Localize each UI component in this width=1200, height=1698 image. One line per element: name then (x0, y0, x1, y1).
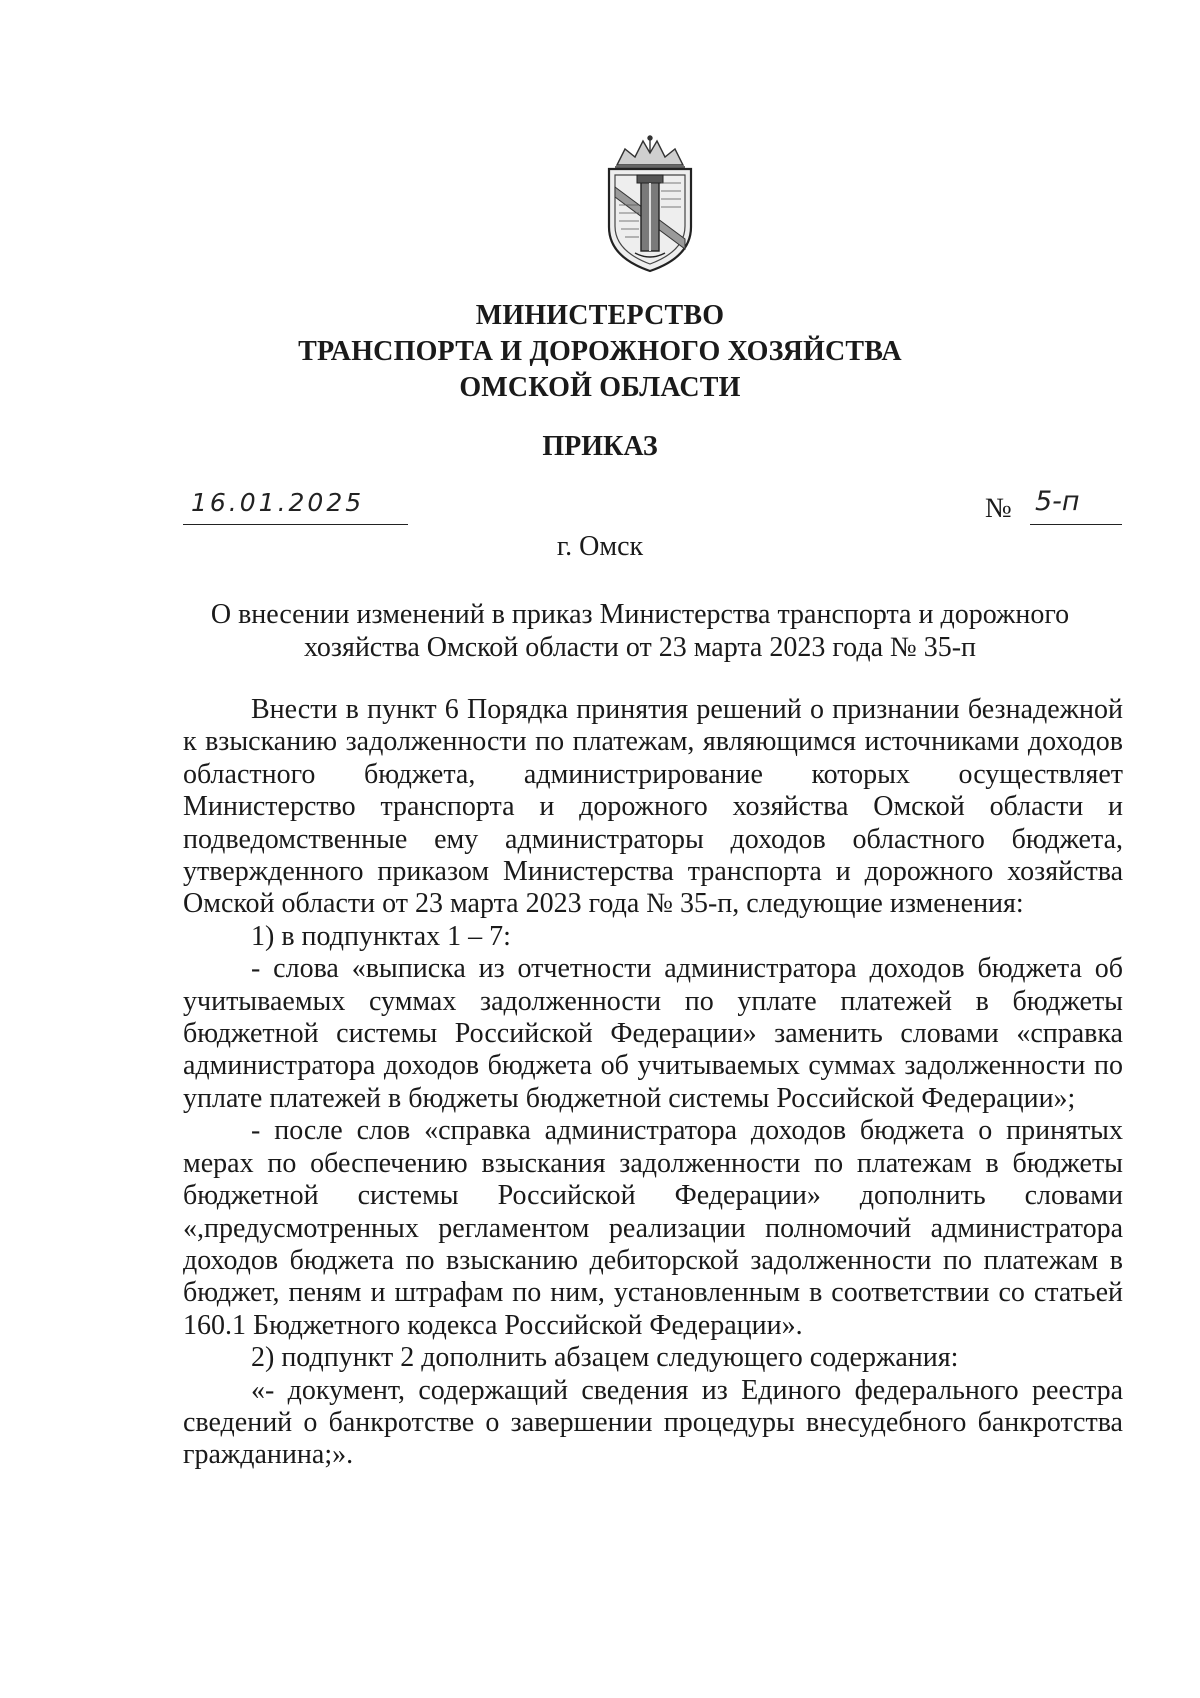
body-paragraph: 2) подпункт 2 дополнить абзацем следующего содержания: (251, 1342, 959, 1374)
city: г. Омск (556, 531, 644, 562)
ministry-line-3: ОМСКОЙ ОБЛАСТИ (459, 372, 741, 403)
document-type-title: ПРИКАЗ (542, 431, 658, 462)
number-underline (1030, 524, 1122, 525)
body-paragraph: Внести в пункт 6 Порядка принятия решений о признании безнадежной к взысканию задолженности по платежам, являющимся источниками доходов областного бюджета, администрирование которых осуществляет Министерство транспорта и дорожного хозяйства Омской области и подведомственные ему администраторы доходов областного бюджета, утвержденного приказом Министерства транспорта и дорожного хозяйства Омской области от 23 марта 2023 года № 35-п, следующие изменения: (183, 694, 1123, 920)
order-number: 5-п (1035, 486, 1080, 517)
ministry-name (0, 298, 1200, 406)
body-paragraph: 1) в подпунктах 1 – 7: (251, 920, 511, 952)
order-number-field (985, 488, 1125, 528)
order-date: 16.01.2025 (191, 488, 365, 517)
ministry-line-1: МИНИСТЕРСТВО (475, 300, 725, 331)
number-sign: № (985, 493, 1012, 524)
body-paragraph: «- документ, содержащий сведения из Единого федерального реестра сведений о банкротстве о завершении процедуры внесудебного банкротства гражданина;». (183, 1374, 1123, 1471)
ministry-line-2: ТРАНСПОРТА И ДОРОЖНОГО ХОЗЯЙСТВА (298, 336, 902, 367)
coat-of-arms-icon (595, 135, 705, 275)
body-paragraph: - после слов «справка администратора доходов бюджета о принятых мерах по обеспечению взыскания задолженности по платежам в бюджеты бюджетной системы Российской Федерации» дополнить словами «,предусмотренных регламентом реализации полномочий администратора доходов бюджета по взысканию дебиторской задолженности по платежам в бюджет, пеням и штрафам по ним, установленным в соответствии со статьей 160.1 Бюджетного кодекса Российской Федерации». (183, 1115, 1123, 1341)
body-paragraph: - слова «выписка из отчетности администратора доходов бюджета об учитываемых суммах задолженности по уплате платежей в бюджеты бюджетной системы Российской Федерации» заменить словами «справка администратора доходов бюджета об учитываемых суммах задолженности по уплате платежей в бюджеты бюджетной системы Российской Федерации»; (183, 953, 1123, 1114)
date-underline (183, 524, 408, 525)
order-date-field (183, 488, 408, 528)
order-subject: О внесении изменений в приказ Министерства транспорта и дорожного хозяйства Омской области от 23 марта 2023 года № 35-п (210, 599, 1070, 663)
order-body (183, 694, 1123, 1472)
